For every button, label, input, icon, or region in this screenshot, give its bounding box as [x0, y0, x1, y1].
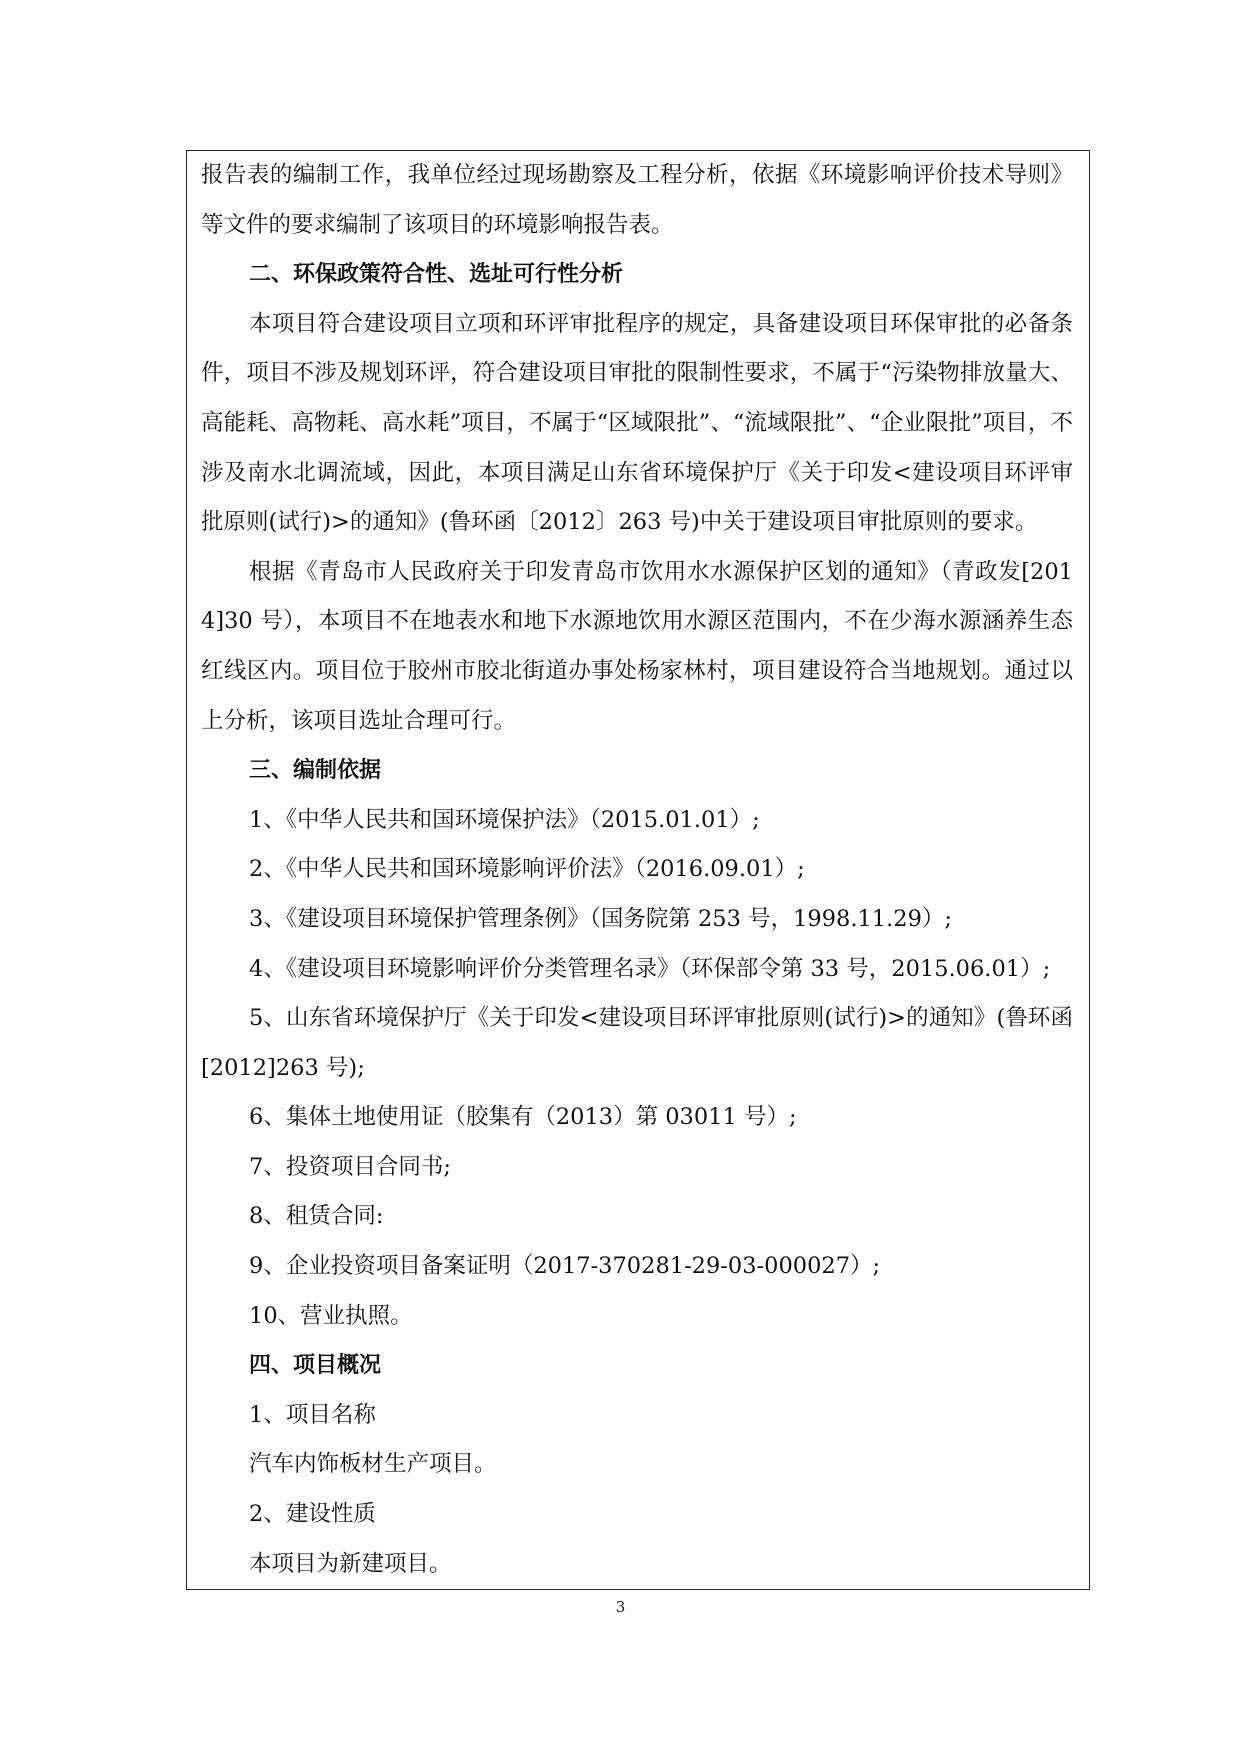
section2-paragraph-1: 本项目符合建设项目立项和环评审批程序的规定，具备建设项目环保审批的必备条件，项目不涉及规划环评，符合建设项目审批的限制性要求，不属于“污染物排放量大、高能耗、高物耗、高水耗”项目，不属于“区域限批”、“流域限批”、“企业限批”项目，不涉及南水北调流域，因此，本项目满足山东省环境保护厅《关于印发<建设项目环评审批原则(试行)>的通知》(鲁环函〔2012〕263 号)中关于建设项目审批原则的要求。 — [201, 310, 1073, 536]
page-number: 3 — [615, 1598, 626, 1616]
project-name-label: 1、项目名称 — [249, 1401, 376, 1428]
basis-item-2: 2、《中华人民共和国环境影响评价法》（2016.09.01）; — [249, 856, 805, 883]
intro-paragraph: 报告表的编制工作，我单位经过现场勘察及工程分析，依据《环境影响评价技术导则》等文件的要求编制了该项目的环境影响报告表。 — [201, 162, 1073, 238]
basis-item-1: 1、《中华人民共和国环境保护法》（2015.01.01）; — [249, 806, 760, 833]
section3-heading: 三、编制依据 — [249, 758, 382, 784]
section2-heading: 二、环保政策符合性、选址可行性分析 — [249, 262, 624, 288]
basis-item-8: 8、租赁合同: — [249, 1203, 384, 1230]
basis-item-3: 3、《建设项目环境保护管理条例》（国务院第 253 号，1998.11.29）; — [249, 905, 952, 932]
basis-list — [201, 796, 1073, 1342]
basis-item-5: 5、山东省环境保护厅《关于印发<建设项目环评审批原则(试行)>的通知》(鲁环函[2012]263 号); — [201, 1005, 1073, 1081]
basis-item-7: 7、投资项目合同书; — [249, 1153, 451, 1180]
content-frame — [186, 150, 1090, 1590]
basis-item-9: 9、企业投资项目备案证明（2017-370281-29-03-000027）; — [249, 1253, 881, 1280]
construction-nature-label: 2、建设性质 — [249, 1501, 376, 1528]
section2-paragraph-2: 根据《青岛市人民政府关于印发青岛市饮用水水源保护区划的通知》（青政发[2014]30 号），本项目不在地表水和地下水源地饮用水源区范围内，不在少海水源涵养生态红线区内。项目位于胶州市胶北街道办事处杨家林村，项目建设符合当地规划。通过以上分析，该项目选址合理可行。 — [201, 558, 1073, 734]
basis-item-10: 10、营业执照。 — [249, 1302, 413, 1329]
basis-item-4: 4、《建设项目环境影响评价分类管理名录》（环保部令第 33 号，2015.06.01）; — [249, 955, 1051, 982]
construction-nature-text: 本项目为新建项目。 — [249, 1550, 452, 1577]
basis-item-6: 6、集体土地使用证（胶集有（2013）第 03011 号）; — [249, 1104, 797, 1131]
section4-heading: 四、项目概况 — [249, 1353, 382, 1379]
project-name-text: 汽车内饰板材生产项目。 — [249, 1451, 497, 1478]
document-body — [201, 151, 1073, 1589]
